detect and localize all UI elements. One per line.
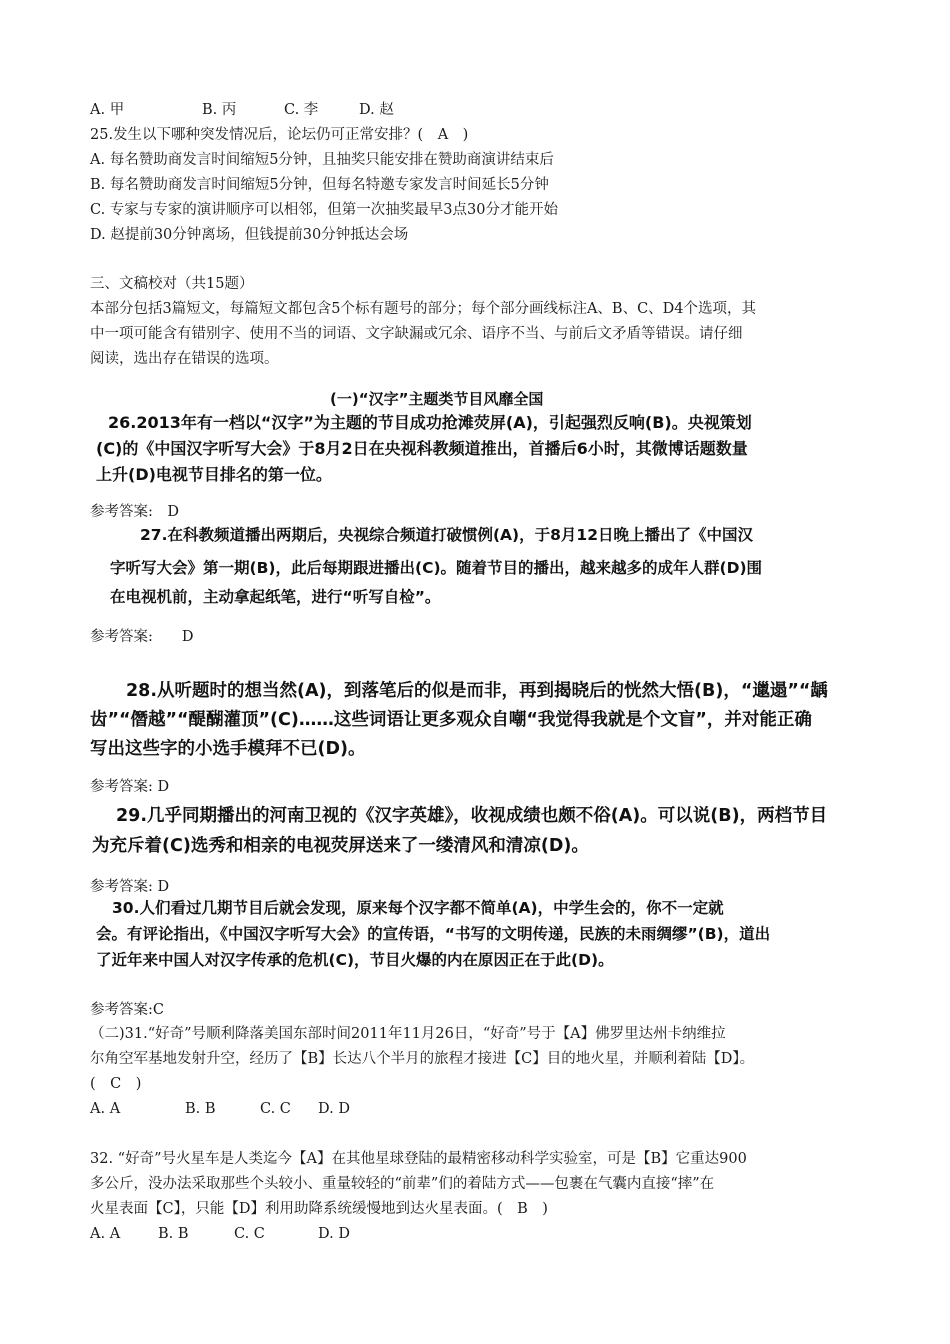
q25-option-d: D. 赵提前30分钟离场，但钱提前30分钟抵达会场 [90, 227, 409, 243]
q29-answer: 参考答案: D [90, 879, 170, 895]
q24-option-c: C. 李 [284, 102, 319, 118]
q27-line: 在电视机前，主动拿起纸笔，进行“听写自检”。 [110, 588, 441, 606]
q29-line: 为充斥着(C)选秀和相亲的电视荧屏送来了一缕清风和清凉(D)。 [92, 836, 589, 856]
q32-option-a: A. A [90, 1226, 121, 1242]
q31-answer: ( C ) [90, 1076, 142, 1092]
q25-option-b: B. 每名赞助商发言时间缩短5分钟，但每名特邀专家发言时间延长5分钟 [90, 177, 549, 193]
q26-line: 26.2013年有一档以“汉字”为主题的节目成功抢滩荧屏(A)，引起强烈反响(B)。央视策划 [108, 413, 752, 432]
q24-option-d: D. 赵 [359, 102, 394, 118]
q31-option-a: A. A [90, 1101, 121, 1117]
q30-answer: 参考答案:C [90, 1002, 164, 1018]
q32-option-b: B. B [158, 1226, 189, 1242]
section3-intro-line: 中一项可能含有错别字、使用不当的词语、文字缺漏或冗余、语序不当、与前后文矛盾等错误。请仔细 [90, 326, 743, 342]
q27-line: 27.在科教频道播出两期后，央视综合频道打破惯例(A)，于8月12日晚上播出了《中国汉 [140, 526, 753, 544]
section3-heading: 三、文稿校对（共15题） [90, 276, 254, 292]
q31-line: （二)31.“好奇”号顺利降落美国东部时间2011年11月26日，“好奇”号于【A】佛罗里达州卡纳维拉 [90, 1026, 726, 1042]
q30-line: 了近年来中国人对汉字传承的危机(C)，节目火爆的内在原因正在于此(D)。 [96, 951, 614, 969]
q26-line: 上升(D)电视节目排名的第一位。 [96, 465, 332, 484]
q31-line: 尔角空军基地发射升空，经历了【B】长达八个半月的旅程才接进【C】目的地火星，并顺利着陆【D】。 [90, 1051, 755, 1067]
q31-options [90, 1097, 350, 1121]
q24-option-b: B. 丙 [202, 102, 237, 118]
q29-line: 29.几乎同期播出的河南卫视的《汉字英雄》，收视成绩也颇不俗(A)。可以说(B)，两档节目 [116, 806, 828, 826]
section3-intro-line: 本部分包括3篇短文，每篇短文都包含5个标有题号的部分；每个部分画线标注A、B、C、D4个选项，其 [90, 301, 757, 317]
q26-line: (C)的《中国汉字听写大会》于8月2日在央视科教频道推出，首播后6小时，其微博话题数量 [96, 439, 748, 458]
q28-line: 写出这些字的小选手模拜不已(D)。 [90, 739, 366, 759]
q32-line: 多公斤，没办法采取那些个头较小、重量较轻的“前辈”们的着陆方式——包裹在气囊内直接“摔”在 [90, 1176, 715, 1192]
q24-options [90, 98, 394, 122]
q27-line: 字听写大会》第一期(B)，此后每期跟进播出(C)。随着节目的播出，越来越多的成年人群(D)围 [110, 559, 763, 577]
q30-line: 会。有评论指出，《中国汉字听写大会》的宣传语，“书写的文明传递，民族的未雨绸缪”(B)，道出 [96, 925, 771, 943]
q28-answer: 参考答案: D [90, 779, 170, 795]
q31-option-c: C. C [260, 1101, 291, 1117]
q28-line: 齿”“僭越”“醍醐灌顶”(C)……这些词语让更多观众自嘲“我觉得我就是个文盲”，并对能正确 [90, 710, 812, 730]
q32-option-c: C. C [234, 1226, 265, 1242]
q25-option-a: A. 每名赞助商发言时间缩短5分钟，且抽奖只能安排在赞助商演讲结束后 [90, 152, 554, 168]
q25-option-c: C. 专家与专家的演讲顺序可以相邻，但第一次抽奖最早3点30分才能开始 [90, 202, 558, 218]
q31-option-b: B. B [185, 1101, 216, 1117]
q31-option-d: D. D [318, 1101, 350, 1117]
q32-option-d: D. D [318, 1226, 350, 1242]
q27-answer: 参考答案: D [90, 629, 194, 645]
q30-line: 30.人们看过几期节目后就会发现，原来每个汉字都不简单(A)，中学生会的，你不一定就 [112, 899, 724, 917]
passage1-title: (一)“汉字”主题类节目风靡全国 [330, 390, 544, 408]
q32-line: 火星表面【C】，只能【D】利用助降系统缓慢地到达火星表面。( B ) [90, 1201, 548, 1217]
q24-option-a: A. 甲 [90, 102, 125, 118]
q28-line: 28.从听题时的想当然(A)，到落笔后的似是而非，再到揭晓后的恍然大悟(B)，“邋遢”“龋 [126, 681, 828, 701]
q25-stem: 25.发生以下哪种突发情况后，论坛仍可正常安排？( A ) [90, 127, 469, 143]
section3-intro-line: 阅读，选出存在错误的选项。 [90, 351, 279, 367]
q32-options [90, 1222, 350, 1246]
q32-line: 32. “好奇”号火星车是人类迄今【A】在其他星球登陆的最精密移动科学实验室，可是【B】它重达900 [90, 1151, 747, 1167]
q26-answer: 参考答案: D [90, 504, 180, 520]
